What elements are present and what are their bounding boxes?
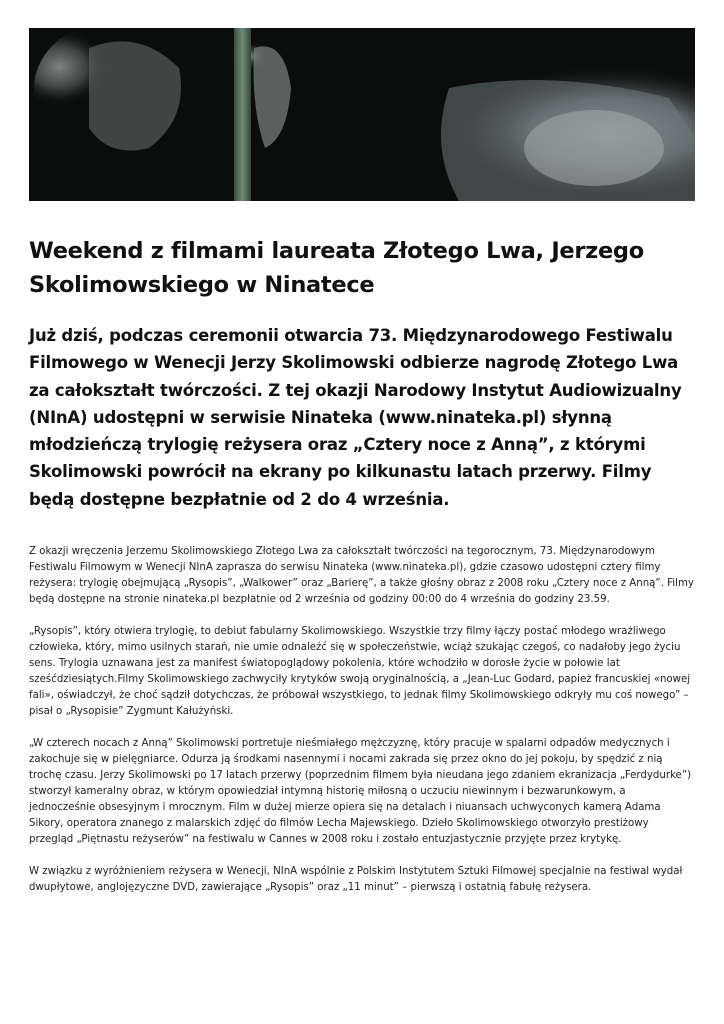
body-paragraph: „Rysopis”, który otwiera trylogię, to debiut fabularny Skolimowskiego. Wszystkie trzy filmy łączy postać młodego wrażliwego człowieka, który, mimo usilnych starań, nie umie odnaleźć się w społeczeństwie, wciąż szukając czegoś, co nadałoby jego życiu sens. Trylogia uznawana jest za manifest światopoglądowy pokolenia, które wchodziło w dorosłe życie w połowie lat sześćdziesiątych.Filmy Skolimowskiego zachwyciły krytyków swoją oryginalnością, a „Jean-Luc Godard, papież francuskiej «nowej fali», oświadczył, że choć sądził dotychczas, że próbował wszystkiego, to jednak filmy Skolimowskiego odkryły mu coś nowego” – pisał o „Rysopisie” Zygmunt Kałużyński.	[29, 626, 691, 717]
article-body	[29, 544, 695, 912]
article-lead: Już dziś, podczas ceremonii otwarcia 73. Międzynarodowego Festiwalu Filmowego w Wenecji Jerzy Skolimowski odbierze nagrodę Złotego Lwa za całokształt twórczości. Z tej okazji Narodowy Instytut Audiowizualny (NInA) udostępni w serwisie Ninateka (www.ninateka.pl) słynną młodzieńczą trylogię reżysera oraz „Cztery noce z Anną”, z którymi Skolimowski powrócił na ekrany po kilkunastu latach przerwy. Filmy będą dostępne bezpłatnie od 2 do 4 września.	[29, 326, 682, 509]
body-paragraph: „W czterech nocach z Anną” Skolimowski portretuje nieśmiałego mężczyznę, który pracuje w spalarni odpadów medycznych i zakochuje się w pielęgniarce. Odurza ją środkami nasennymi i nocami zakrada się przez okno do jej pokoju, by spędzić z nią trochę czasu. Jerzy Skolimowski po 17 latach przerwy (poprzednim filmem była nieudana jego zdaniem ekranizacja „Ferdydurke”) stworzył kameralny obraz, w którym opowiedział intymną historię miłosną o uczuciu niewinnym i bezwarunkowym, a jednocześnie obsesyjnym i mrocznym. Film w dużej mierze opiera się na detalach i niuansach uchwyconych kamerą Adama Sikory, operatora znanego z malarskich zdjęć do filmów Lecha Majewskiego. Dzieło Skolimowskiego otworzyło prestiżowy przegląd „Piętnastu reżyserów” na festiwalu w Cannes w 2008 roku i zostało entuzjastycznie przyjęte przez krytykę.	[29, 738, 692, 845]
body-paragraph: W związku z wyróżnieniem reżysera w Wenecji, NInA wspólnie z Polskim Instytutem Sztuki Filmowej specjalnie na festiwal wydał dwupłytowe, anglojęzyczne DVD, zawierające „Rysopis” oraz „11 minut” – pierwszą i ostatnią fabułę reżysera.	[29, 866, 683, 893]
film-still-image	[29, 28, 695, 201]
article-title: Weekend z filmami laureata Złotego Lwa, Jerzego Skolimowskiego w Ninatece	[29, 238, 644, 298]
body-paragraph: Z okazji wręczenia Jerzemu Skolimowskiego Złotego Lwa za całokształt twórczości na tegorocznym, 73. Międzynarodowym Festiwalu Filmowym w Wenecji NInA zaprasza do serwisu Ninateka (www.ninateka.pl), gdzie czasowo udostępni cztery filmy reżysera: trylogię obejmującą „Rysopis”, „Walkower” oraz „Barierę”, a także głośny obraz z 2008 roku „Cztery noce z Anną”. Filmy będą dostępne na stronie ninateka.pl bezpłatnie od 2 września od godziny 00:00 do 4 września do godziny 23.59.	[29, 546, 694, 605]
